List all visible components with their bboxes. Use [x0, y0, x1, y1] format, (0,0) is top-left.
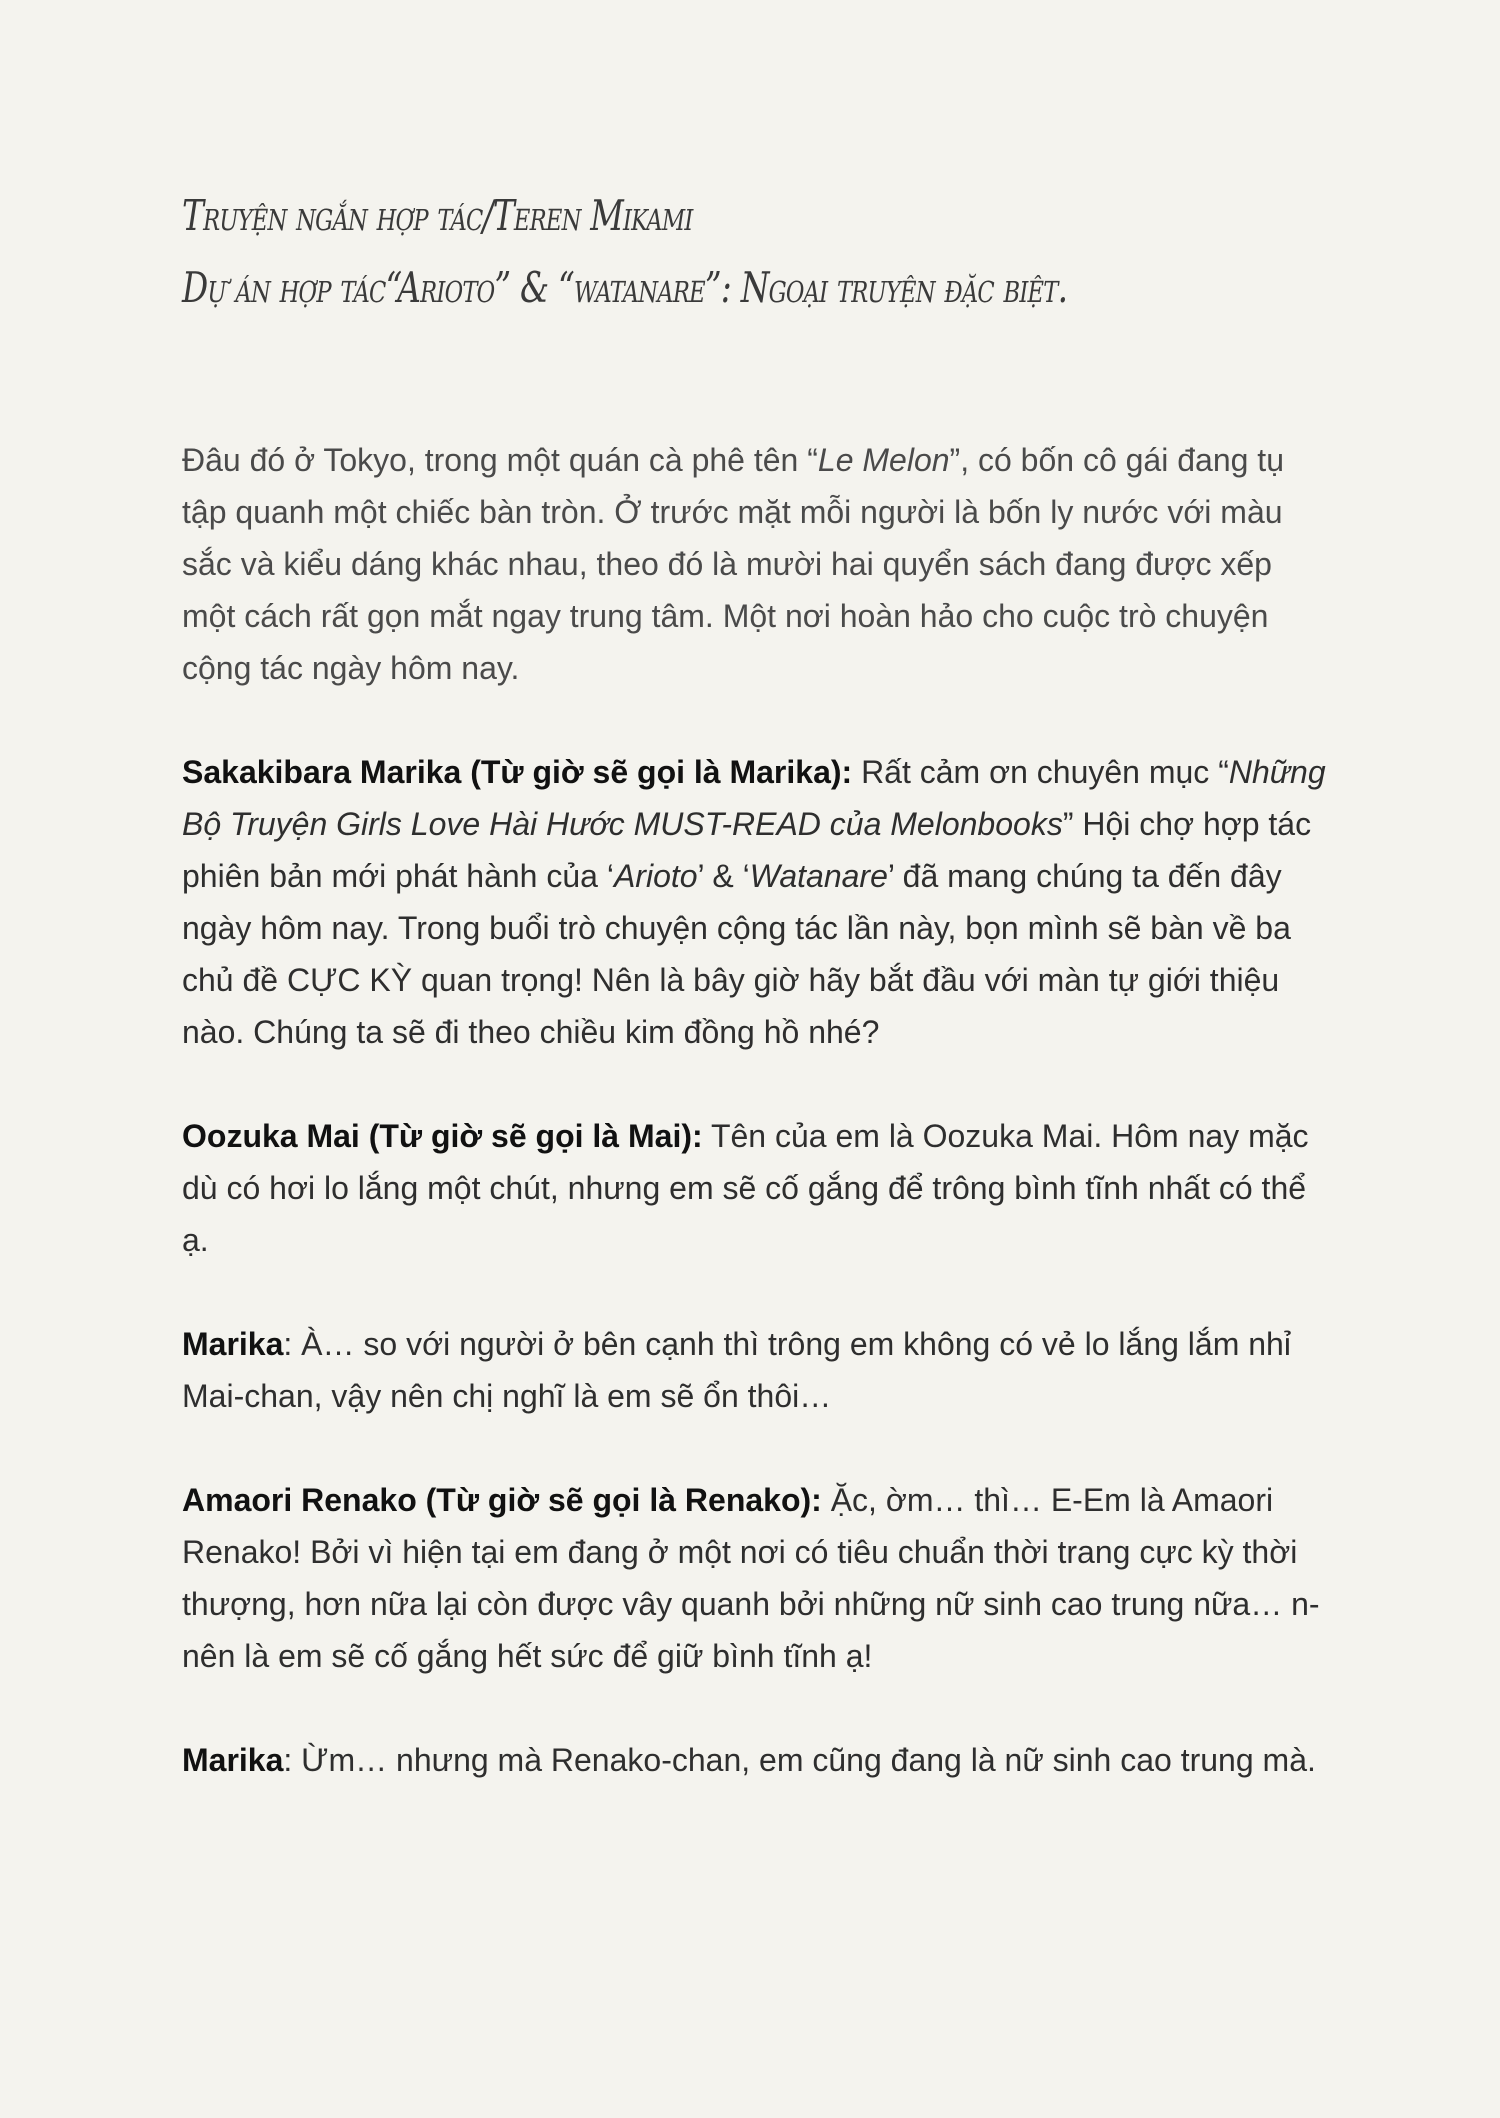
dialogue-marika-3 [182, 1734, 1332, 1786]
dialogue-marika-1 [182, 746, 1332, 1058]
story-body [182, 434, 1332, 1786]
intro-paragraph [182, 434, 1332, 694]
dialogue-text: : À… so với người ở bên cạnh thì trông em không có vẻ lo lắng lắm nhỉ Mai-chan, vậy nên chị nghĩ là em sẽ ổn thôi… [182, 1326, 1291, 1414]
dialogue-text: ” Hội chợ hợp tác phiên bản mới phát hành của ‘ [182, 806, 1312, 894]
dialogue-mai-1 [182, 1110, 1332, 1266]
document-page [182, 180, 1332, 1838]
intro-text-before: Đâu đó ở Tokyo, trong một quán cà phê tên “ [182, 442, 818, 478]
dialogue-renako-1 [182, 1474, 1332, 1682]
title-block [182, 180, 1329, 324]
speaker-name: Amaori Renako (Từ giờ sẽ gọi là Renako): [182, 1482, 822, 1518]
speaker-name: Oozuka Mai (Từ giờ sẽ gọi là Mai): [182, 1118, 703, 1154]
dialogue-text: Rất cảm ơn chuyên mục “ [852, 754, 1229, 790]
dialogue-text: Tên của em là Oozuka Mai. Hôm nay mặc dù có hơi lo lắng một chút, nhưng em sẽ cố gắng để trông bình tĩnh nhất có thể ạ. [182, 1118, 1309, 1258]
dialogue-marika-2 [182, 1318, 1332, 1422]
series-title-arioto: Arioto [613, 858, 698, 894]
dialogue-text: ’ & ‘ [697, 858, 750, 894]
speaker-name: Marika [182, 1742, 284, 1778]
speaker-name: Sakakibara Marika (Từ giờ sẽ gọi là Marika): [182, 754, 853, 790]
cafe-name: Le Melon [817, 442, 950, 478]
dialogue-text: ’ đã mang chúng ta đến đây ngày hôm nay. Trong buổi trò chuyện cộng tác lần này, bọn mình sẽ bàn về ba chủ đề CỰC KỲ quan trọng! Nên là bây giờ hãy bắt đầu với màn tự giới thiệu nào. Chúng ta sẽ đi theo chiều kim đồng hồ nhé? [182, 858, 1291, 1050]
column-title: Những Bộ Truyện Girls Love Hài Hước MUST-READ của Melonbooks [182, 754, 1326, 842]
dialogue-text: : Ừm… nhưng mà Renako-chan, em cũng đang là nữ sinh cao trung mà. [283, 1742, 1316, 1778]
title-line-1: Truyện ngắn hợp tác/Teren Mikami [182, 191, 693, 240]
speaker-name: Marika [182, 1326, 284, 1362]
series-title-watanare: Watanare [749, 858, 888, 894]
dialogue-text: Ặc, ờm… thì… E-Em là Amaori Renako! Bởi vì hiện tại em đang ở một nơi có tiêu chuẩn thời trang cực kỳ thời thượng, hơn nữa lại còn được vây quanh bởi những nữ sinh cao trung nữa… n-nên là em sẽ cố gắng hết sức để giữ bình tĩnh ạ! [182, 1482, 1320, 1674]
title-line-2: Dự án hợp tác“Arioto” & “watanare”: Ngoại truyện đặc biệt. [182, 263, 1068, 312]
intro-text-after: ”, có bốn cô gái đang tụ tập quanh một chiếc bàn tròn. Ở trước mặt mỗi người là bốn ly nước với màu sắc và kiểu dáng khác nhau, theo đó là mười hai quyển sách đang được xếp một cách rất gọn mắt ngay trung tâm. Một nơi hoàn hảo cho cuộc trò chuyện cộng tác ngày hôm nay. [182, 442, 1284, 686]
